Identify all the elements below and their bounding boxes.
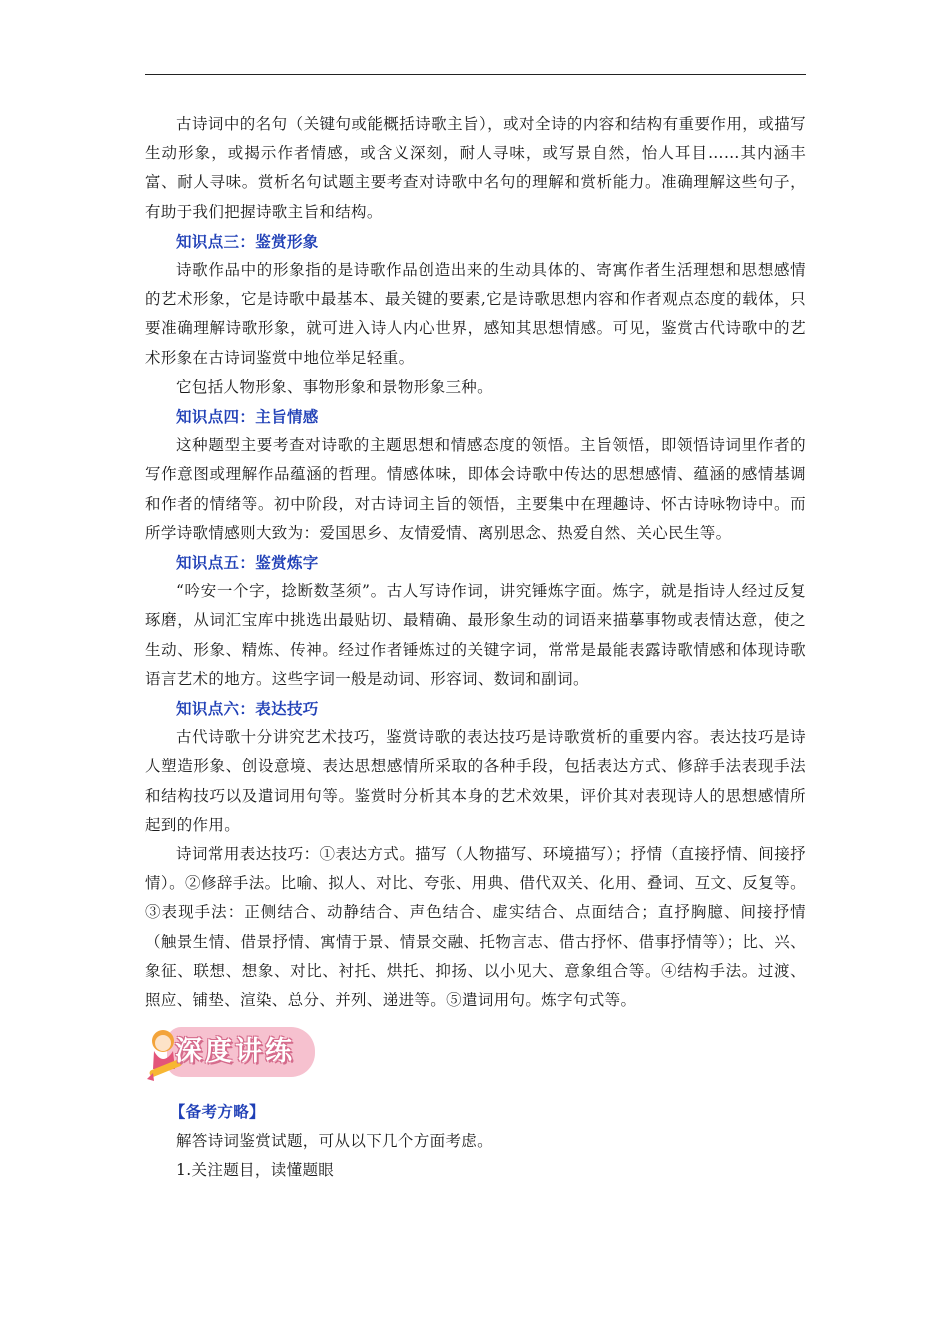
paragraph-word-refining: “吟安一个字，捻断数茎须”。古人写诗作词，讲究锤炼字面。炼字，就是指诗人经过反复琢磨，从词汇宝库中挑选出最贴切、最精确、最形象生动的词语来描摹事物或表情达意，使之生动、形象、精炼、传神。经过作者锤炼过的关键字词，常常是最能表露诗歌情感和体现诗歌语言艺术的地方。这些字词一般是动词、形容词、数词和副词。: [145, 582, 806, 688]
section-heading-techniques: 知识点六：表达技巧: [176, 699, 319, 719]
paragraph-famous-lines: 古诗词中的名句（关键句或能概括诗歌主旨），或对全诗的内容和结构有重要作用，或描写生动形象，或揭示作者情感，或含义深刻，耐人寻味，或写景自然，怡人耳目……其内涵丰富、耐人寻味。赏析名句试题主要考查对诗歌中名句的理解和赏析能力。准确理解这些句子，有助于我们把握诗歌主旨和结构。: [145, 115, 806, 221]
paragraph-imagery: 诗歌作品中的形象指的是诗歌作品创造出来的生动具体的、寄寓作者生活理想和思想感情的艺术形象，它是诗歌中最基本、最关键的要素,它是诗歌思想内容和作者观点态度的载体，只要准确理解诗歌形象，就可进入诗人内心世界，感知其思想情感。可见，鉴赏古代诗歌中的艺术形象在古诗词鉴赏中地位举足轻重。: [145, 261, 806, 367]
section-heading-word-refining: 知识点五：鉴赏炼字: [176, 553, 319, 573]
header-rule: [145, 74, 806, 75]
paragraph-technique-list: 诗词常用表达技巧：①表达方式。描写（人物描写、环境描写）；抒情（直接抒情、间接抒情）。②修辞手法。比喻、拟人、对比、夸张、用典、借代双关、化用、叠词、互文、反复等。③表现手法：正侧结合、动静结合、声色结合、虚实结合、点面结合；直抒胸臆、间接抒情（触景生情、借景抒情、寓情于景、情景交融、托物言志、借古抒怀、借事抒情等）；比、兴、象征、联想、想象、对比、衬托、烘托、抑扬、以小见大、意象组合等。④结构手法。过渡、照应、铺垫、渲染、总分、并列、递进等。⑤遣词用句。炼字句式等。: [145, 845, 806, 1010]
section-heading-imagery: 知识点三：鉴赏形象: [176, 231, 319, 251]
paragraph-imagery-types: 它包括人物形象、事物形象和景物形象三种。: [176, 377, 494, 396]
paragraph-techniques: 古代诗歌十分讲究艺术技巧，鉴赏诗歌的表达技巧是诗歌赏析的重要内容。表达技巧是诗人塑造形象、创设意境、表达思想感情所采取的各种手段，包括表达方式、修辞手法表现手法和结构技巧以及遣词用句等。鉴赏时分析其本身的艺术效果，评价其对表现诗人的思想感情所起到的作用。: [145, 728, 806, 834]
banner-title: 深度讲练: [175, 1036, 295, 1068]
section-heading-theme: 知识点四：主旨情感: [176, 407, 319, 427]
document-body: [145, 110, 806, 1185]
section-banner: [145, 1021, 320, 1091]
strategy-item-1: 1.关注题目，读懂题眼: [176, 1160, 335, 1179]
strategy-heading: 【备考方略】: [169, 1102, 265, 1122]
strategy-intro: 解答诗词鉴赏试题，可从以下几个方面考虑。: [176, 1131, 494, 1150]
paragraph-theme: 这种题型主要考查对诗歌的主题思想和情感态度的领悟。主旨领悟，即领悟诗词里作者的写作意图或理解作品蕴涵的哲理。情感体味，即体会诗歌中传达的思想感情、蕴涵的感情基调和作者的情绪等。初中阶段，对古诗词主旨的领悟，主要集中在理趣诗、怀古诗咏物诗中。而所学诗歌情感则大致为：爱国思乡、友情爱情、离别思念、热爱自然、关心民生等。: [145, 436, 806, 542]
